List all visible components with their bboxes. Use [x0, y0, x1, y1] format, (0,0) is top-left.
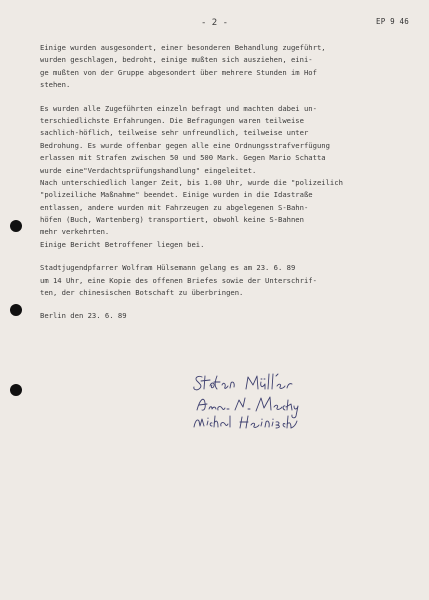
signature-2: [197, 397, 298, 418]
text-line: stehen.: [40, 80, 71, 90]
paragraph-3: [40, 262, 410, 299]
text-line: ten, der chinesischen Botschaft zu überbringen.: [40, 288, 244, 298]
punch-hole-top: [10, 220, 22, 232]
text-line: Es wurden alle Zugeführten einzeln befragt und machten dabei un-: [40, 103, 317, 113]
punch-hole-bottom: [10, 384, 22, 396]
document-code: EP 9 46: [375, 17, 409, 26]
text-line: ge mußten von der Gruppe abgesondert über mehrere Stunden im Hof: [40, 67, 317, 77]
text-line: sachlich-höflich, teilweise sehr unfreundlich, teilweise unter: [40, 128, 309, 138]
text-line: wurde eine"Verdachtsprüfungshandlung" eingeleitet.: [40, 165, 257, 175]
signature-block: [190, 372, 350, 432]
text-line: erlassen mit Strafen zwischen 50 und 500 Mark. Gegen Mario Schatta: [40, 153, 326, 163]
text-line: höfen (Buch, Wartenberg) transportiert, obwohl keine S-Bahnen: [40, 215, 304, 225]
paragraph-2: [40, 103, 410, 252]
text-line: wurden geschlagen, bedroht, einige mußten sich ausziehen, eini-: [40, 55, 313, 65]
text-line: terschiedlichste Erfahrungen. Die Befragungen waren teilweise: [40, 115, 304, 125]
text-line: Einige wurden ausgesondert, einer besonderen Behandlung zugeführt,: [40, 43, 326, 52]
letter-body: [40, 42, 410, 323]
paragraph-1: [40, 42, 410, 92]
handwritten-signatures: [190, 372, 350, 432]
text-line: Einige Bericht Betroffener liegen bei.: [40, 239, 205, 249]
text-line: um 14 Uhr, eine Kopie des offenen Briefes sowie der Unterschrif-: [40, 275, 317, 285]
place-date: Berlin den 23. 6. 89: [40, 311, 127, 321]
text-line: Stadtjugendpfarrer Wolfram Hülsemann gelang es am 23. 6. 89: [40, 263, 296, 273]
text-line: entlassen, andere wurden mit Fahrzeugen zu abgelegenen S-Bahn-: [40, 202, 309, 212]
text-line: Nach unterschiedlich langer Zeit, bis 1.00 Uhr, wurde die "polizeilich: [40, 177, 343, 187]
text-line: Bedrohung. Es wurde offenbar gegen alle eine Ordnungsstrafverfügung: [40, 140, 330, 150]
punch-hole-middle: [10, 304, 22, 316]
signature-3: [194, 416, 297, 428]
text-line: "polizeiliche Maßnahme" beendet. Einige wurden in die Idastraße: [40, 190, 313, 200]
text-line: mehr verkehrten.: [40, 227, 110, 237]
page-number: - 2 -: [200, 18, 229, 28]
signature-1: [194, 374, 292, 390]
